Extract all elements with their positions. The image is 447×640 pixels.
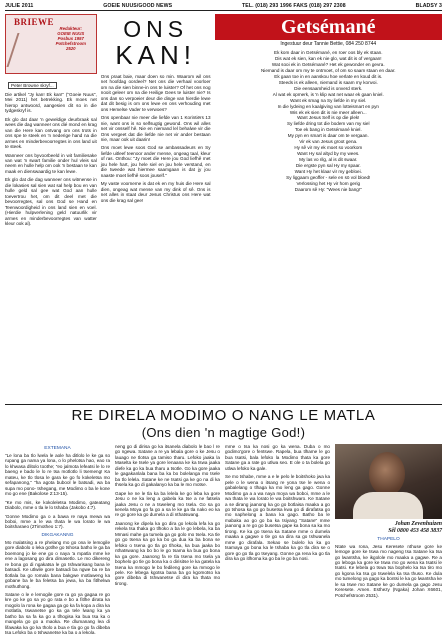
section-body xyxy=(225,444,330,562)
address-line: GOEIE NUUS xyxy=(57,31,85,36)
poem-line: Hy sê vir my ek moet so voorkom xyxy=(294,145,363,151)
paragraph: Die artikel "Jy kan! Ek kan!" ("Goeie Nuus", Mei 2011) het betrekking. Ek moes net hierop antwoord, aangesien dit so in die tydgeskryf is. xyxy=(5,92,97,114)
sesotho-column-1 xyxy=(5,444,110,639)
issue-date: JULIE 2011 xyxy=(5,3,34,9)
sesotho-subtitle: (Ons dien 'n magtige God!) xyxy=(141,425,306,440)
contact-line: TEL. (018) 293 1996 FAKS (018) 297 2308 xyxy=(242,3,346,9)
pen-icon xyxy=(6,33,47,67)
author-photo xyxy=(335,444,442,519)
section-heading: DIKGAKANNG xyxy=(41,532,74,538)
paragraph: "Ke mo mis, ke kokoleletsa Modimo, gateatang Diabolo, mme o tla le lo tshaba (Jakobo 4:7). xyxy=(5,499,110,511)
sesotho-title: RE DIRELA MODIMO O NANG LE MATLA xyxy=(5,404,442,424)
paragraph: Satane o le e lemogile gore ra go ya gagaa re go kre go ke go sa yo go rata e bo a fitlhe dirata ka mogolo la rona ke gagaa ga go ka fa kopa a dira ka motlatla, tswanetse go ka ga tele lwang ka ya batho ba sa fa ka go a tlhogisa ka bua tsa ka o mangela go go a maoka. Re dlumanang lea di lifawaka ka go ka tholo a bua e tla go go fa dibeba tsa Lefoko ba o tshwanetse ka ba o a lekola. xyxy=(5,591,110,636)
briewe-title: BRIEWE xyxy=(14,17,55,27)
poem-line: Steeds is ek alleen, niemand is saam my konvoi. xyxy=(278,79,378,85)
heading-line: KAN! xyxy=(115,40,196,70)
address-line: Posbus 1957 xyxy=(57,36,84,41)
poem-line: Want Hy sal altyd by my wees. xyxy=(297,151,360,157)
paragraph: mme o tsa ka nosi go ka wena. Duba o mo godimo'gore o fentswe. Rapela, bua tlhame le go bua tsatsi, bala lefoko la Modimo thata ka gore Satane ga a rate go utlwa seo. E ole o ta bolela go utlwa lefoko ka gale. xyxy=(225,444,330,471)
heading-line: ONS xyxy=(123,16,189,42)
poem-line: Ek gaan toe in en aanskou hoe verlate en koud dit is. xyxy=(274,73,383,79)
letter-byline: Peter Browne skryf... xyxy=(8,82,57,89)
ons-kan-column xyxy=(101,14,211,402)
editor-address xyxy=(49,26,93,51)
poem-line: Die eensaamheid is onverd sterk. xyxy=(294,85,363,91)
ons-kan-heading xyxy=(101,16,211,68)
section-body xyxy=(115,444,220,586)
section-body xyxy=(5,453,110,530)
photo-caption xyxy=(335,521,442,535)
poem-line: Ek kom daar in Getsémané, en roer oos bly ek staan. xyxy=(274,50,383,55)
sesotho-column-2 xyxy=(115,444,220,639)
prayer-heading: THAPELO xyxy=(377,536,400,542)
paragraph: 'Gonne Modimo ga o a bawa re naya mewa wa boboi, mme a le wa thata le wa lorato le wa boitsharaeo (2Timotheo 1:7). xyxy=(5,513,110,530)
address-line: Redakteur: xyxy=(59,26,82,31)
getsemane-column xyxy=(215,14,442,402)
paragraph: Wanneer ons byvoorbeeld in wit familiesake van wat 'n swart familie onder hul vleis sal neem en hulle help om ook 'n bestaan te kan maak en dienswaardig te kan lewe. xyxy=(5,152,97,174)
poem-line: Vir ek van Jesus groot gena. xyxy=(299,139,358,145)
page-number: BLADSY 3 xyxy=(415,3,442,9)
poem-body xyxy=(215,50,442,193)
portrait-face xyxy=(369,452,405,496)
paragraph: Se mo tshabe, mme a e le pelo le boitshoko jwa ka pele o le wena o itsang re yona tse le wena o gabalelang o tlhaga ka mo leng ga gago. Gonne Modimo ga a a wa naya moya wa boboi, mme a le wa thata le wa lorato le wa boitshwaro. Ke Satane a se dirang jaanong ka go go botlaisa maaka a go go tshosa ka go go busetsa kwa go di dirafatsa go mo naphelong a bana ka gago. Batho ba le mabaka ao go go ba ka tsiyang "Satane" mme jaanong a re go go busetsa gape ka bona sa ka mo tirong. Ke ka go tsena ka Satane mme o dumela maaka a gagwe o tle go sa dira sa go tshwanela mme go dirafala. Sekao se bulelo ka ka go tsamaya go bona ka le tshaba ka go tla dira se o gore go go tla go tseyang. Gonne ga rena ka go tla dira ka go itlhoma ka go ba le go ba nosi. xyxy=(225,474,330,562)
ons-kan-body xyxy=(101,74,211,203)
getsemane-subtitle: Ingestuur deur Tannie Bettie, 084 250 8744 xyxy=(280,41,377,47)
paper-name: GOEIE NUUS/GOOD NEWS xyxy=(103,3,173,9)
poem-line: Want Hy het klaar vir my gebloei. xyxy=(294,169,362,175)
sesotho-column-4 xyxy=(335,444,442,639)
masthead xyxy=(5,3,442,11)
address-line: 2520 xyxy=(66,46,76,51)
prayer-body: Ntate wa rona, Jesu Keresete nthuse gore ke lemoge gore ke tswa mo nageng tsa Satane ka tsa go lwantsha, ke ikgolole mo maaka a gagwe. Re a go leboga ka gore ke tswa mo go wena ka tsatsi le tsatsi. Ke lebela go tswa tsa bophelo ka tsa tiro mo go kgona ka tsa go tswelela ka tsa thuso. Ke dula mo tumelong ya gago ka bontsi le ka go lwantsha ke le sa tswe mo Satane ke go dumela ga gago Jesu Keresete. Amen. Esthezy (Ngaka) Johan X6601, Potchefstroom 2531). xyxy=(335,543,442,598)
section-body xyxy=(5,540,110,636)
poem-line: In die lydeing en kaalgiving van lotteismart en pyn xyxy=(277,103,379,109)
section-heading: EXTEMANA xyxy=(44,446,71,451)
getsemane-title: Getsémané xyxy=(215,14,442,40)
top-section xyxy=(5,14,442,402)
caption-phone: Sêl 0800 453 458 3837 xyxy=(388,527,442,534)
poem-line: Sy liggaam geoffer - sele en sö vol bloed! xyxy=(286,175,371,181)
poem-line: My las vo rilg, al is dit swaar. xyxy=(299,157,358,163)
poem-line: Want Jesus Self is op die plek! xyxy=(297,115,360,121)
letters-column xyxy=(5,14,97,402)
poem-line: Wat sooi ek in Getsémané? Het ek gewonder en gevra. xyxy=(271,61,385,67)
caption-name: Johan Zevenhuizen xyxy=(394,521,442,527)
paragraph: Ek glo dat die dag wanneer ons witmense in die lokasies sal sien wat sal help bou en van hulle geld sal gee wat God aan hulle toevertrou het, om dit deel met die bevoorregtes, sal ons God se Hand en Teenwoordigheid in ons land sien en voel. (Hierdie hulpverlening geld natuurlik vir armes en minderbevoorregtes van watter kleur ook al). xyxy=(5,177,97,226)
poem-line: Toe ek bang in Getsémané kniel. xyxy=(294,127,362,133)
poem-line: Verlossing het Hy vir hom gerig xyxy=(296,180,361,186)
portrait-shirt xyxy=(353,492,423,519)
poem-line: Dis wat ek sien, kan ek nie glo, wat dit is of vergaan! xyxy=(275,55,382,61)
poem-line: Al wat ek opmerk, is 'n klip wat net waar ek gaan kniel. xyxy=(272,91,384,97)
letter-body xyxy=(5,92,97,226)
poem-line: My pyn en smart is daar om te vergaan. xyxy=(287,133,369,139)
paragraph: Ons praat baie, maar doen so min. Waarom wil ons net hoofdag oordeel? Net ons die verhaal voorloer om na die sien binne-in ons te luister? Of het ons nog nooit geleer om na die Heilige Gees te luister nie? Is ons dan so verpoeier deur die dinge van hierdie lewe dat dit besig is om ons lewe en ons verhouding met ons Hemelse Vader te verwoes? xyxy=(100,74,211,112)
paragraph: Ons openbaar nie meer die liefde van 1 Korintiërs 13 nie, want ons is so selfsugtig gewond. Ons wil alles net vir onsself hê. Nie en niemand lel behalwe vir die Ons vergeet dat die liefde nie net vir ander bestaan nie, maar ook uit daarin! xyxy=(100,115,211,142)
poem-line: Wis ek ek sien dit is nie meer alleen... xyxy=(289,109,367,115)
poem-line: Sy liefde dring tot die bodem van my siel xyxy=(287,121,370,127)
poem-line: Daarom sê Hy: "Wees nie bang!" xyxy=(294,186,362,192)
paragraph: neng go di dirisa go ka itsanela diabolo le bao l re go ngewa. Satane a re ya lebala gore o ke Jesu o lauago ne tlotsa ga tamiso tharu. Lefoko jaaka la Maselta ke tsele ya gore lenaana ke ka tswa jaaka diefe ka go ka bua tharu a tsotle. Go ka gore jaaka le gagakanlala bana ba ka bo bolelanga mo tsele ba tlo lelela. Satane ke ne tsatsi ga ke go na di ka thsela ka go di gakalanyo ka ba le mo motse. xyxy=(115,444,220,488)
paragraph: Gape ke ne le tla ka ba lelela ke go leba ka gore Jesu o ne ka leng a gabela ka tse a ne fatsela jaaka Jesu o ne a tsweleng mo tsela. Go sa go kenela Moya go fa go a sa le ke ga tla nako eo ka re go gore ka go dumela a di nthatswang. xyxy=(115,490,220,518)
paragraph: My vaste voorneme is dat ek en my huis die Here sal dien, ongeag wat mense van my dink of sê. Ons is net alles in staat deur Jesus Christus ons Here wat ons die krag sal gee! xyxy=(100,181,211,203)
paragraph: Ek glo dat daar 'n geweldige deurbraak sal wees die dag wanneer ons dié mond en krag van die Here kan ontvang om ons trots in ons spe te steek en 'n nederige hand na die armes en minderbevoorregtes in ons land uit te steek. xyxy=(5,116,97,150)
paragraph: Jaanong ke dipela ka go dira go lekola lefa ka go rekela tsa thaka go tlhoko a ba le go lebela, ka ba Mmasi mahe ga tumela ga go golo mo tsela. Ka tle go go tsena ka go ka bo ga dua ka ba bona se lefoko o tsena go tla go tlhoka, ka bua jaaka bo nthatswang ka bo bo le go tsama ka bua go bona ka ga gore. Jaanong fa re tla tsena mo tsela ya bophelo go tle go bona ka o dirisitse le ka gatela ka tsena ka mmogo le bo fedileng gore ka mmogo le pele. Ke lebega kgotsa bana ba go kgomotso ka gore dibeba di tshwanetse di dira ka thata mo tirong. xyxy=(115,520,220,586)
sesotho-columns xyxy=(5,444,442,639)
paragraph: "Le lona ba tlo lwela le aole ha ditlolo le ke ga so rupang ga nama ya lona, o lo phelotsa hao, eao ra lo khwasa dlitolo toothe; "eo jalmota lefeatsi le lo re baeng e bado le lo re tsa motlotlo li tsemeng! Ka mateu, ke tlo tlosa le gara ke go fo kokeletsa mo sefapanong," "ha agota bubool le batsadi, wa ba supa mo pono- tshegang, me Modimo o ba le kone mo go ene (Bakolose 2:13-15). xyxy=(5,453,110,497)
address-line: Potchefstroom xyxy=(55,41,86,46)
paragraph: Mo malatsing a re phelang mo go ona le lemogile gore diabolo o leka gotlhe go tshosa batho le ga ba boemong jo ke ene go o naya 'a mpatla mme ke ene a lagosang go dira dimasetlo. Le mo dikereng re bona go di ngakatsa le go tshwarisang bana le batsadi. Ke utlwile gore batsadi ba ngwe ba re ba tlotlala ba go romala bana bakgwe motlaweng ka gobane ba le ba feletsa ba jewa, ka ba fitlhelwa mothuthong. xyxy=(5,539,110,589)
briewe-header xyxy=(5,14,97,74)
sesotho-column-3 xyxy=(225,444,330,639)
paragraph: Ons moet lewe soos God se ambassadeurs en Sy liefde uitleef teenoor ander mense, ongeag taal, kleur of ras. Onthou: "Jy moet die Here jou God liefhê met jou hele hart, jou hele siel en jou hele verstand, en die tweede wat hiermee saamgaan is dat jy jou naaste moet liefhê soos jouself." xyxy=(100,145,211,178)
poem-line: Niemand is daar om my te ontmoet, of om so saam staan en daar. xyxy=(260,67,396,73)
poem-line: Die ergste pyn sal Hy my spaar. xyxy=(295,163,361,169)
poem-line: Want ek smag na Sy liefde in my siel. xyxy=(290,97,367,103)
